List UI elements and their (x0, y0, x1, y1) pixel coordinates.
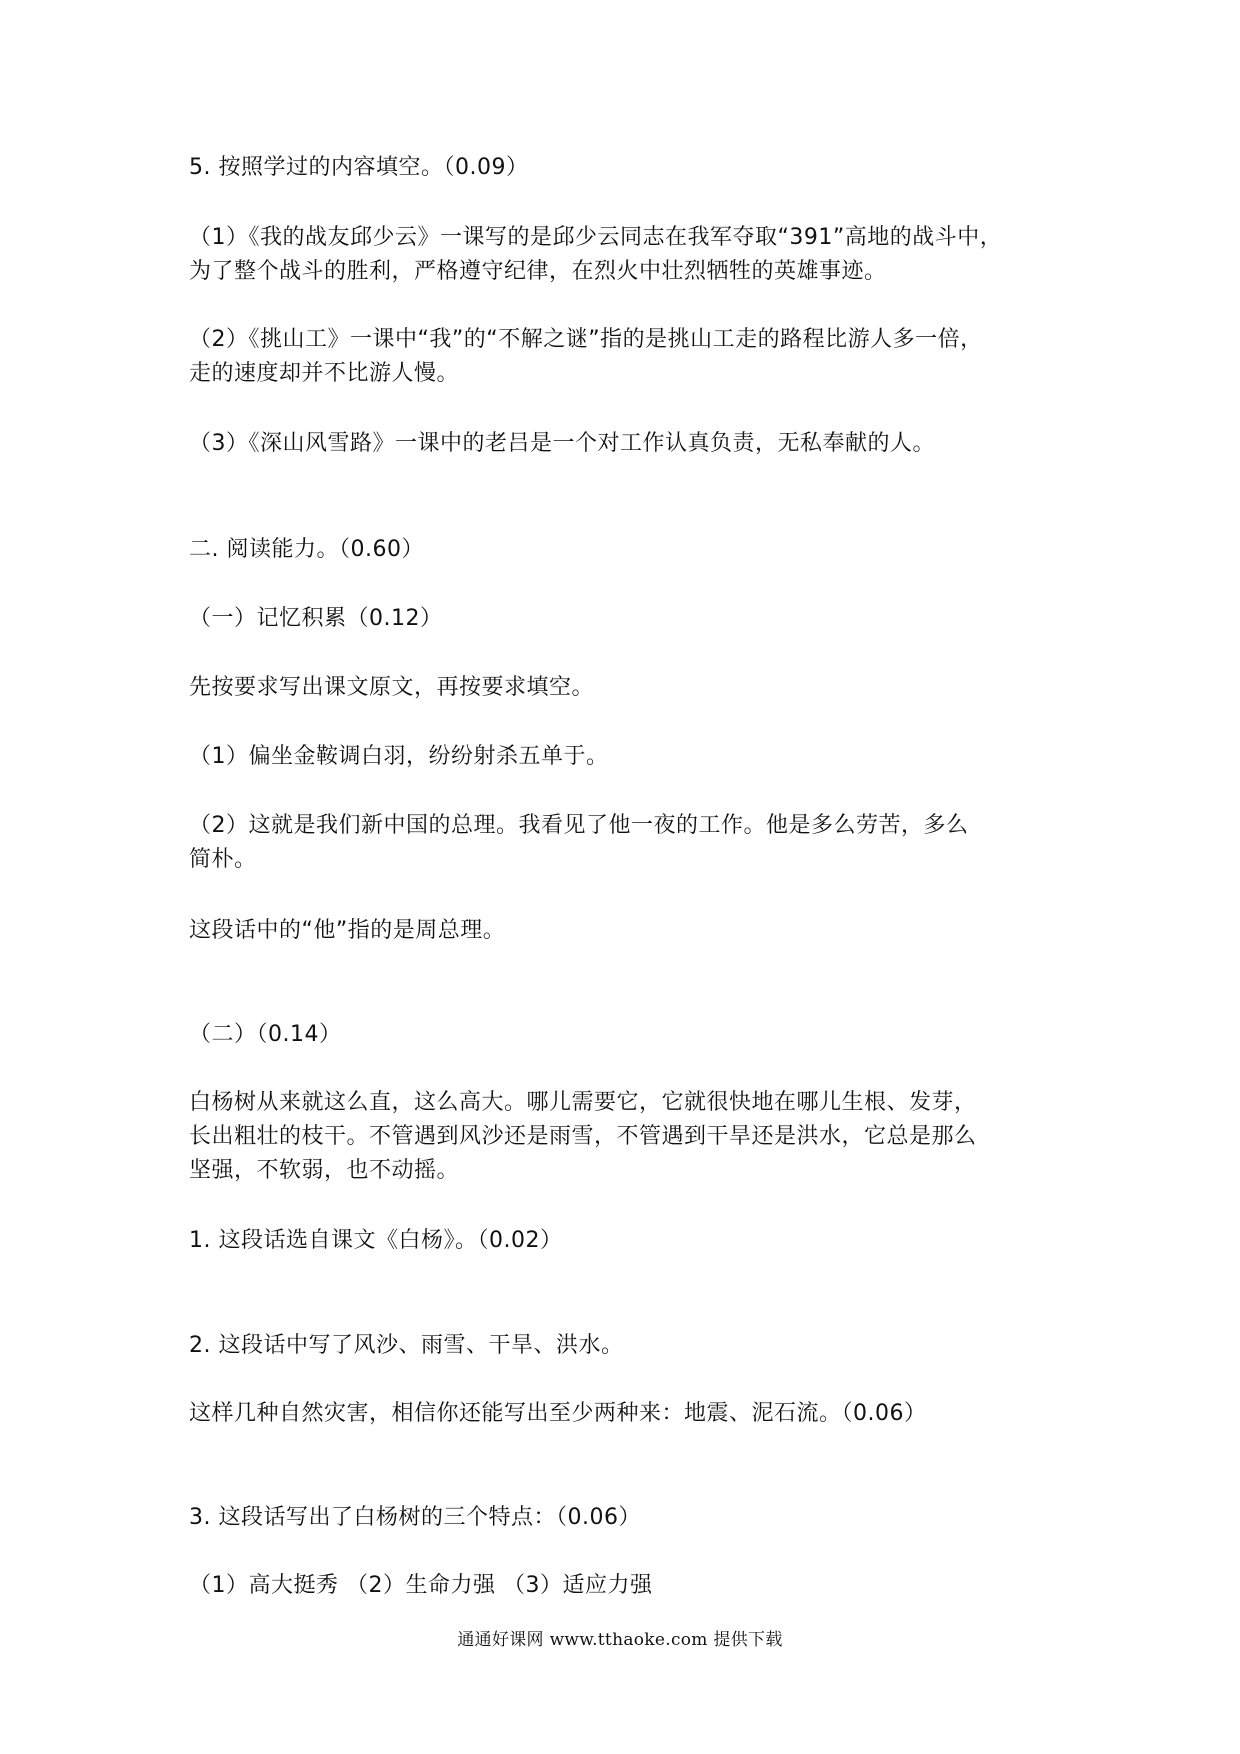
q5-item1-line1: （1）《我的战友邱少云》一课写的是邱少云同志在我军夺取“391”高地的战斗中， (189, 225, 1003, 250)
part2-q3-title: 3. 这段话写出了白杨树的三个特点：（0.06） (189, 1505, 641, 1530)
part1-note: 这段话中的“他”指的是周总理。 (189, 918, 506, 943)
page-footer: 通通好课网 www.tthaoke.com 提供下载 (457, 1630, 783, 1650)
part2-q1: 1. 这段话选自课文《白杨》。（0.02） (189, 1228, 563, 1253)
part1-item1: （1）偏坐金鞍调白羽，纷纷射杀五单于。 (189, 744, 609, 769)
part1-title: （一）记忆积累（0.12） (189, 606, 443, 631)
q5-item3: （3）《深山风雪路》一课中的老吕是一个对工作认真负责，无私奉献的人。 (189, 431, 935, 456)
passage-line2: 长出粗壮的枝干。不管遇到风沙还是雨雪，不管遇到干旱还是洪水，它总是那么 (189, 1124, 977, 1149)
part2-q3-answers: （1）高大挺秀 （2）生命力强 （3）适应力强 (189, 1573, 653, 1598)
q5-item1-line2: 为了整个战斗的胜利，严格遵守纪律，在烈火中壮烈牺牲的英雄事迹。 (189, 259, 887, 284)
q5-title: 5. 按照学过的内容填空。（0.09） (189, 155, 529, 180)
part2-q2-line2: 这样几种自然灾害，相信你还能写出至少两种来：地震、泥石流。（0.06） (189, 1401, 927, 1426)
part2-q2-line1: 2. 这段话中写了风沙、雨雪、干旱、洪水。 (189, 1333, 624, 1358)
q5-item2-line2: 走的速度却并不比游人慢。 (189, 361, 460, 386)
passage-line1: 白杨树从来就这么直，这么高大。哪儿需要它，它就很快地在哪儿生根、发芽， (189, 1090, 977, 1115)
part1-item2-line2: 简朴。 (189, 847, 257, 872)
section2-title: 二. 阅读能力。（0.60） (189, 537, 424, 562)
q5-item2-line1: （2）《挑山工》一课中“我”的“不解之谜”指的是挑山工走的路程比游人多一倍， (189, 327, 983, 352)
part1-item2-line1: （2）这就是我们新中国的总理。我看见了他一夜的工作。他是多么劳苦，多么 (189, 813, 969, 838)
passage-line3: 坚强，不软弱，也不动摇。 (189, 1158, 460, 1183)
part1-instruction: 先按要求写出课文原文，再按要求填空。 (189, 675, 595, 700)
part2-title: （二）（0.14） (189, 1022, 342, 1047)
